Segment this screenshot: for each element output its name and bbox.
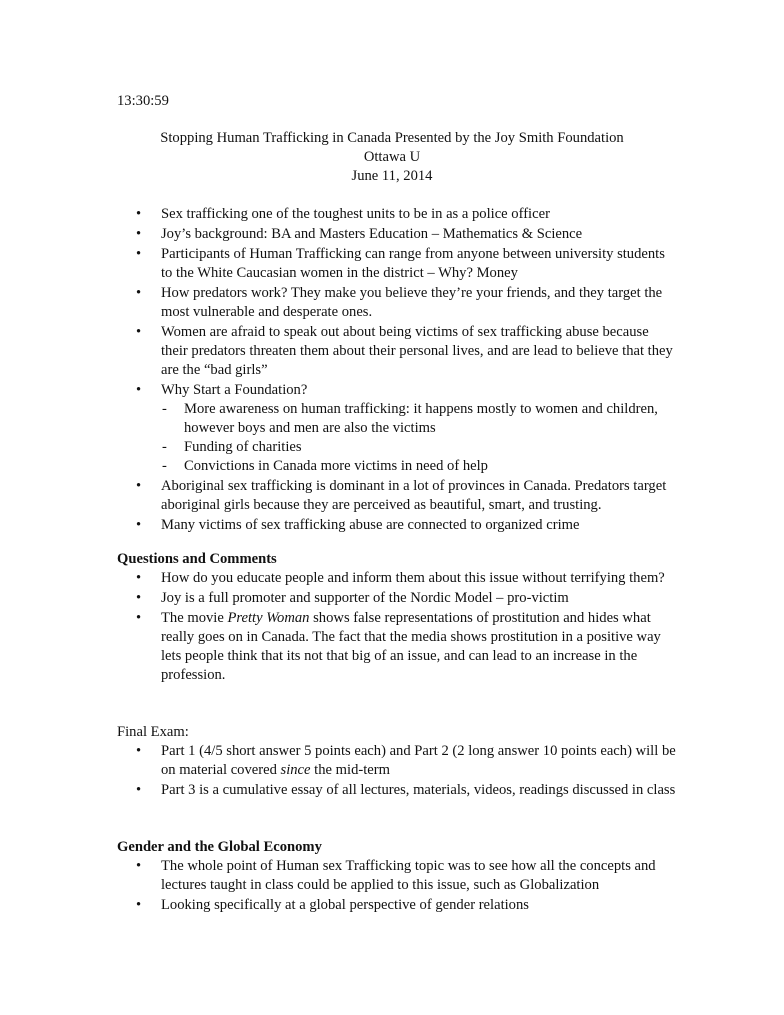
- main-notes-section: [117, 205, 677, 536]
- questions-section: [117, 550, 677, 686]
- text-segment: The movie: [161, 610, 228, 626]
- timestamp: 13:30:59: [117, 93, 169, 109]
- text-segment: the mid-term: [310, 762, 390, 778]
- main-notes-list: [117, 205, 677, 535]
- list-item: • Part 3 is a cumulative essay of all lectures, materials, videos, readings discussed in class: [117, 781, 677, 800]
- list-item: • The whole point of Human sex Trafficking topic was to see how all the concepts and lectures taught in class could be applied to this issue, such as Globalization: [117, 857, 677, 895]
- list-item: • Joy is a full promoter and supporter of the Nordic Model – pro-victim: [117, 589, 677, 608]
- list-item-foundation: [117, 381, 677, 476]
- list-item: • How do you educate people and inform them about this issue without terrifying them?: [117, 569, 677, 588]
- document-date: June 11, 2014: [351, 168, 433, 184]
- movie-title: Pretty Woman: [227, 610, 310, 626]
- list-item: • Aboriginal sex trafficking is dominant in a lot of provinces in Canada. Predators target aboriginal girls because they are perceived as beautiful, smart, and trusting.: [117, 477, 677, 515]
- text-segment: Part 1 (4/5 short answer 5 points each) and Part 2 (2 long answer 10 points each) will be on material covered: [161, 743, 676, 778]
- document-header: [0, 129, 784, 186]
- final-exam-list: [117, 742, 677, 800]
- gender-section: [117, 838, 677, 916]
- list-item: • Participants of Human Trafficking can range from anyone between university students to the White Caucasian women in the district – Why? Money: [117, 245, 677, 283]
- foundation-sublist: [117, 400, 677, 476]
- sub-list-item: - Convictions in Canada more victims in need of help: [117, 457, 677, 476]
- document-title: Stopping Human Trafficking in Canada Presented by the Joy Smith Foundation: [160, 130, 624, 146]
- bullet-glyph: •: [136, 382, 142, 398]
- list-item: • Women are afraid to speak out about being victims of sex trafficking abuse because their predators threaten them about their personal lives, and are lead to believe that they are the “bad girls”: [117, 323, 677, 380]
- list-item: • Looking specifically at a global perspective of gender relations: [117, 896, 677, 915]
- list-item: • Joy’s background: BA and Masters Education – Mathematics & Science: [117, 225, 677, 244]
- gender-list: [117, 857, 677, 915]
- list-item: • Sex trafficking one of the toughest units to be in as a police officer: [117, 205, 677, 224]
- document-location: Ottawa U: [363, 149, 421, 165]
- final-exam-heading: Final Exam:: [117, 724, 189, 740]
- questions-heading: Questions and Comments: [117, 551, 277, 567]
- sub-list-item: - More awareness on human trafficking: it happens mostly to women and children, however boys and men are also the victims: [117, 400, 677, 438]
- gender-heading: Gender and the Global Economy: [117, 839, 322, 855]
- final-exam-section: [117, 723, 677, 801]
- emphasis: since: [280, 762, 311, 778]
- list-item: • Many victims of sex trafficking abuse are connected to organized crime: [117, 516, 677, 535]
- list-item: [117, 742, 677, 780]
- list-item: [117, 609, 677, 685]
- questions-list: [117, 569, 677, 685]
- list-item: • How predators work? They make you believe they’re your friends, and they target the most vulnerable and desperate ones.: [117, 284, 677, 322]
- list-item-text: Why Start a Foundation?: [161, 382, 308, 398]
- sub-list-item: - Funding of charities: [117, 438, 677, 457]
- text-segment: shows false representations of prostitution and hides what really goes on in Canada. The fact that the media shows prostitution in a positive way lets people think that its not that big of an issue, and can lead to an increase in the profession.: [161, 610, 661, 683]
